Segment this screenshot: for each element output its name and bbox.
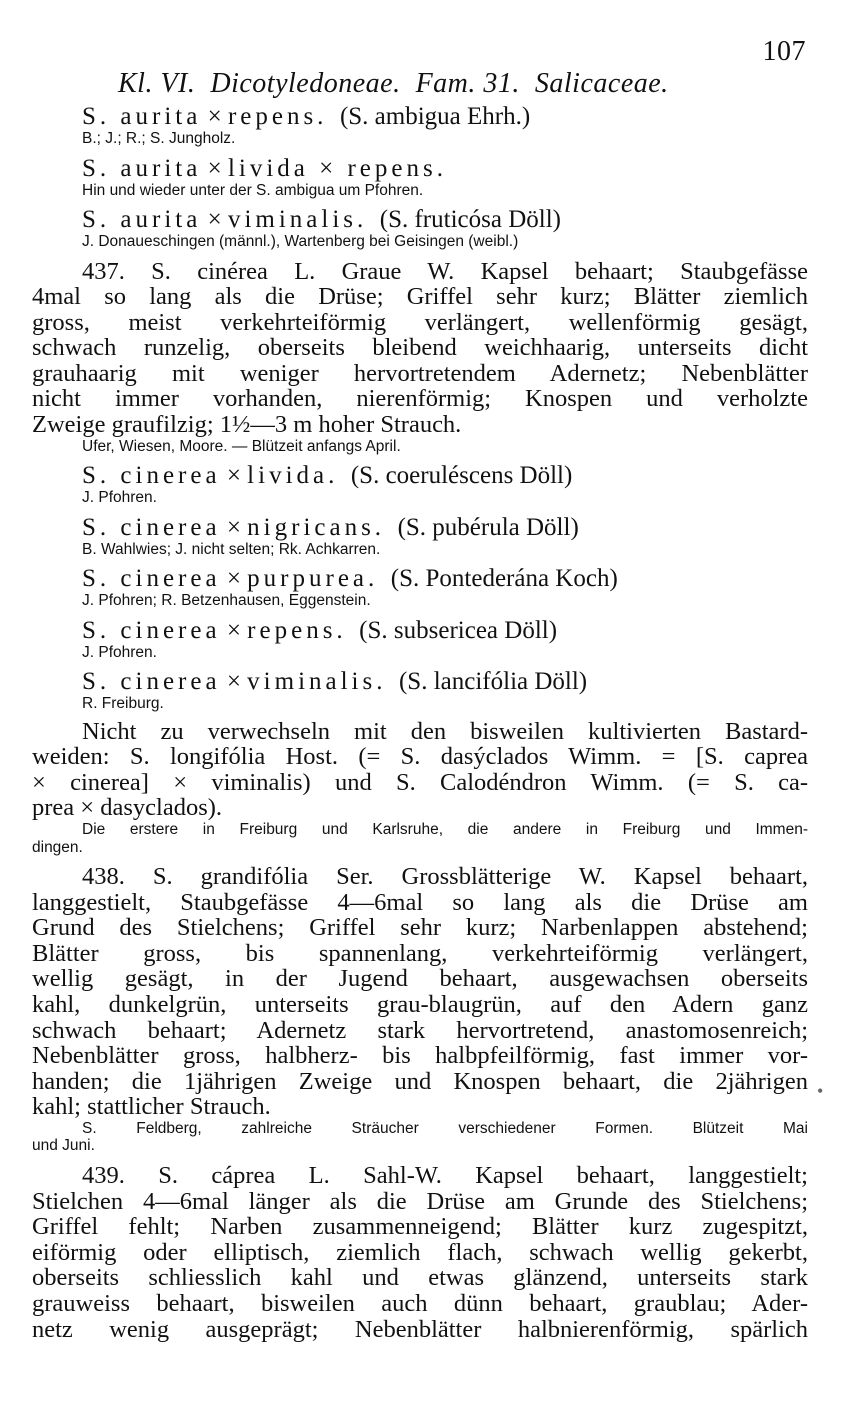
hybrid-entry xyxy=(32,206,808,251)
species-line: Grund des Stielchens; Griffel sehr kurz; Narbenlappen abstehend; xyxy=(32,914,808,942)
species-line: schwach behaart; Adernetz stark hervortretend, anastomosenreich; xyxy=(32,1016,808,1044)
habitat-note: S. Feldberg, zahlreiche Sträucher verschiedener Formen. Blützeit Mai xyxy=(82,1119,808,1137)
hybrid-heading: S. aurita × repens. (S. ambigua Ehrh.) xyxy=(82,103,531,130)
species-line: 437. S. cinérea L. Graue W. Kapsel behaart; Staubgefässe xyxy=(82,257,808,285)
species-line: eiförmig oder elliptisch, ziemlich flach, schwach wellig gekerbt, xyxy=(32,1238,808,1266)
species-line: Zweige graufilzig; 1½—3 m hoher Strauch. xyxy=(32,411,462,439)
species-line: wellig gesägt, in der Jugend behaart, ausgewachsen oberseits xyxy=(32,965,808,993)
hybrid-heading: S. aurita × livida × repens. xyxy=(82,154,447,182)
species-line: 438. S. grandifólia Ser. Grossblätterige W. Kapsel behaart, xyxy=(82,863,808,891)
hybrid-entry xyxy=(32,668,808,713)
species-line: Blätter gross, bis spannenlang, verkehrteiförmig verlängert, xyxy=(32,939,808,967)
hybrid-entry xyxy=(32,103,808,148)
species-437 xyxy=(32,259,808,456)
hybrid-entry xyxy=(32,617,808,662)
hybrid-localities: Hin und wieder unter der S. ambigua um Pfohren. xyxy=(82,181,424,199)
hybrid-entry xyxy=(32,462,808,507)
running-header xyxy=(88,36,806,99)
hybrid-heading: S. cinerea × livida. (S. coeruléscens Döll) xyxy=(82,462,573,490)
species-line: nicht immer vorhanden, nierenförmig; Knospen und verholzte xyxy=(32,385,808,413)
hybrid-localities: B. Wahlwies; J. nicht selten; Rk. Achkarren. xyxy=(82,540,381,558)
hybrid-entry xyxy=(32,155,808,200)
species-line: Nebenblätter gross, halbherz- bis halbpfeilförmig, fast immer vor- xyxy=(32,1042,808,1070)
habitat-note: und Juni. xyxy=(32,1137,95,1155)
hybrid-heading: S. cinerea × nigricans. (S. pubérula Döll) xyxy=(82,513,579,541)
hybrid-heading: S. cinerea × repens. (S. subsericea Döll) xyxy=(82,616,558,644)
habitat-note: Ufer, Wiesen, Moore. — Blützeit anfangs April. xyxy=(82,437,401,455)
species-line: grauhaarig mit weniger hervortretendem Adernetz; Nebenblätter xyxy=(32,359,808,387)
note-line: Nicht zu verwechseln mit den bisweilen kultivierten Bastard- xyxy=(82,717,808,745)
page-body xyxy=(32,96,808,1342)
species-line: langgestielt, Staubgefässe 4—6mal so lang als die Drüse am xyxy=(32,888,808,916)
hybrid-entry xyxy=(32,514,808,559)
margin-speck: • xyxy=(817,1081,824,1101)
species-line: Stielchen 4—6mal länger als die Drüse am Grunde des Stielchens; xyxy=(32,1187,808,1215)
hybrid-localities: B.; J.; R.; S. Jungholz. xyxy=(82,130,236,147)
species-line: netz wenig ausgeprägt; Nebenblätter halbnierenförmig, spärlich xyxy=(32,1315,808,1343)
species-line: grauweiss behaart, bisweilen auch dünn behaart, graublau; Ader- xyxy=(32,1289,808,1317)
hybrid-localities: J. Pfohren. xyxy=(82,489,157,507)
species-line: oberseits schliesslich kahl und etwas glänzend, unterseits stark xyxy=(32,1264,808,1292)
hybrid-localities: R. Freiburg. xyxy=(82,695,164,713)
page-number: 107 xyxy=(762,36,806,67)
hybrid-heading: S. cinerea × purpurea. (S. Pontederána Koch) xyxy=(82,565,618,593)
running-head-title: Kl. VI. Dicotyledoneae. Fam. 31. Salicaceae. xyxy=(118,68,669,99)
hybrid-heading: S. cinerea × viminalis. (S. lancifólia Döll) xyxy=(82,668,588,696)
species-line: kahl; stattlicher Strauch. xyxy=(32,1093,271,1121)
species-line: 4mal so lang als die Drüse; Griffel sehr kurz; Blätter ziemlich xyxy=(32,283,808,311)
hybrid-localities: J. Donaueschingen (männl.), Wartenberg bei Geisingen (weibl.) xyxy=(82,233,519,250)
note-small-line: dingen. xyxy=(32,838,83,856)
hybrid-localities: J. Pfohren; R. Betzenhausen, Eggenstein. xyxy=(82,592,371,610)
hybrid-entry xyxy=(32,565,808,610)
species-line: kahl, dunkelgrün, unterseits grau-blaugrün, auf den Adern ganz xyxy=(32,991,808,1018)
note-line: × cinerea] × viminalis) und S. Calodéndron Wimm. (= S. ca- xyxy=(32,768,808,796)
species-line: schwach runzelig, oberseits bleibend weichhaarig, unterseits dicht xyxy=(32,334,808,362)
confusion-note xyxy=(32,719,808,856)
hybrid-localities: J. Pfohren. xyxy=(82,643,157,661)
note-line: prea × dasyclados). xyxy=(32,794,223,822)
species-line: handen; die 1jährigen Zweige und Knospen behaart, die 2jährigen xyxy=(32,1067,808,1095)
note-small-line: Die erstere in Freiburg und Karlsruhe, die andere in Freiburg und Immen- xyxy=(82,821,808,839)
hybrid-heading: S. aurita × viminalis. (S. fruticósa Döll) xyxy=(82,206,561,233)
species-line: Griffel fehlt; Narben zusammenneigend; Blätter kurz zugespitzt, xyxy=(32,1213,808,1241)
note-line: weiden: S. longifólia Host. (= S. dasýclados Wimm. = [S. caprea xyxy=(32,743,808,771)
species-line: gross, meist verkehrteiförmig verlängert, wellenförmig gesägt, xyxy=(32,308,808,336)
species-439 xyxy=(32,1163,808,1342)
species-line: 439. S. cáprea L. Sahl-W. Kapsel behaart, langgestielt; xyxy=(82,1161,808,1189)
species-438 xyxy=(32,864,808,1155)
